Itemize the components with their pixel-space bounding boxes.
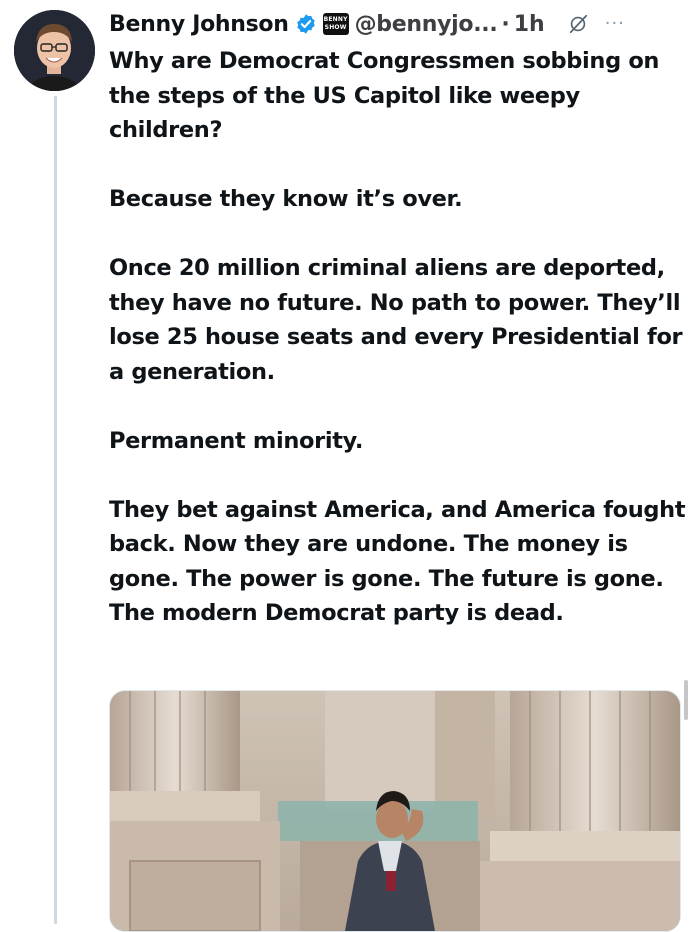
more-options-icon[interactable]: ··· — [604, 13, 625, 34]
timestamp[interactable]: 1h — [513, 11, 545, 37]
scrollbar[interactable] — [684, 680, 688, 720]
author-name[interactable]: Benny Johnson — [109, 11, 289, 37]
avatar-image — [14, 10, 95, 91]
tweet-paragraph: Because they know it’s over. — [109, 186, 463, 212]
tweet-media-photo[interactable] — [109, 690, 681, 932]
affiliate-badge[interactable] — [323, 13, 349, 35]
separator-dot: · — [501, 11, 510, 37]
affiliate-label-bottom: SHOW — [324, 24, 347, 31]
capitol-steps-photo — [110, 691, 680, 931]
author-handle[interactable]: @bennyjo... — [354, 11, 498, 37]
tweet-text — [109, 44, 687, 631]
affiliate-label-top: BENNY — [323, 16, 348, 23]
tweet-paragraph: Permanent minority. — [109, 427, 364, 454]
tweet-paragraph: They bet against America, and America fought back. Now they are undone. The money is gone. The power is gone. The future is gone. The modern Democrat party is dead. — [109, 496, 686, 626]
grok-icon[interactable] — [567, 13, 589, 35]
tweet-paragraph: Once 20 million criminal aliens are deported, they have no future. No path to power. They’ll lose 25 house seats and every Presidential for a generation. — [109, 255, 683, 385]
avatar[interactable] — [14, 10, 95, 91]
tweet-header — [109, 8, 683, 40]
thread-line — [54, 96, 57, 924]
tweet-paragraph: Why are Democrat Congressmen sobbing on the steps of the US Capitol like weepy children? — [109, 48, 660, 143]
verified-badge-icon — [295, 13, 317, 35]
